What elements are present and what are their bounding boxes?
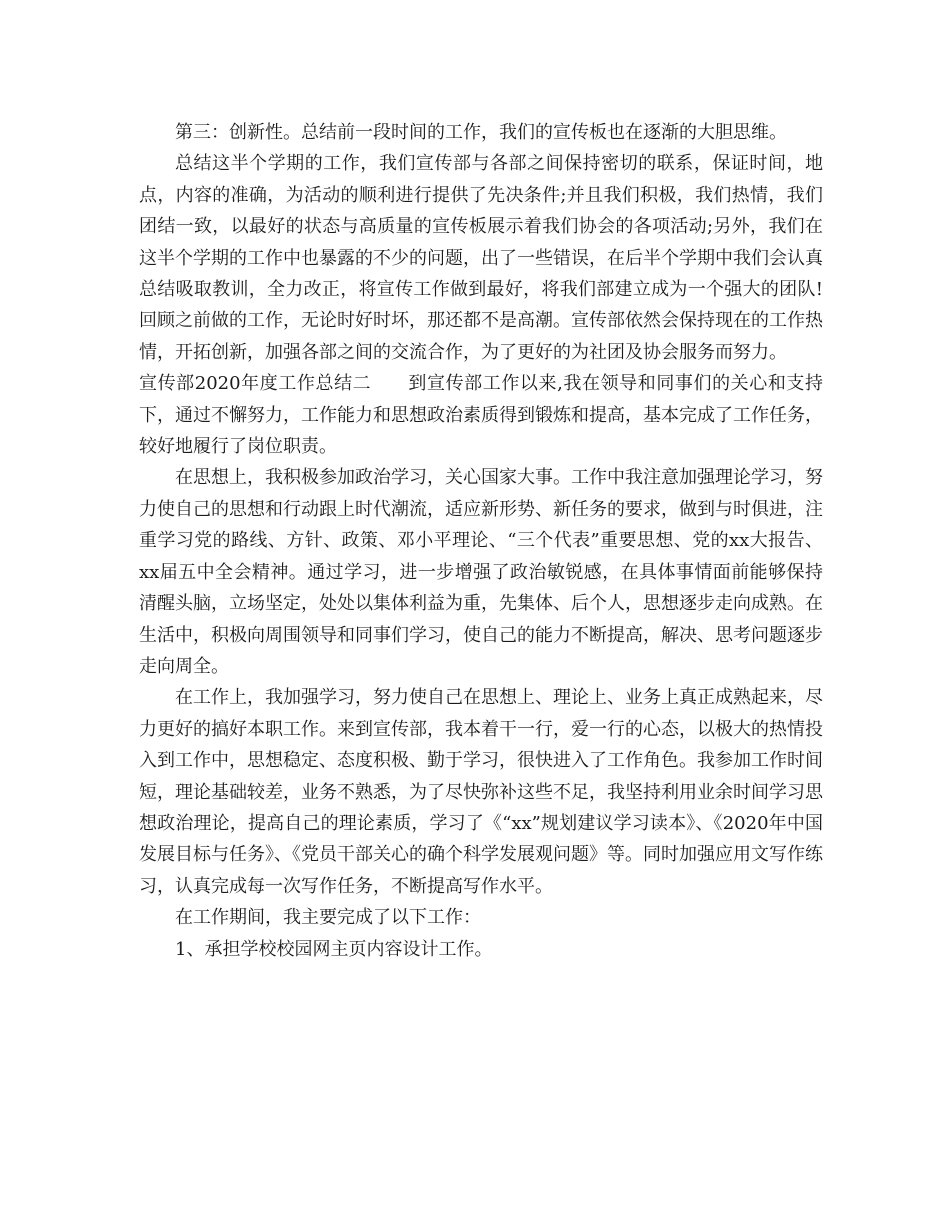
- paragraph-summary-two: 宣传部2020年度工作总结二 到宣传部工作以来,我在领导和同事们的关心和支持下，通过不懈努力，工作能力和思想政治素质得到锻炼和提高，基本完成了工作任务，较好地履行了岗位职责。: [139, 373, 823, 458]
- list-item: 1、承担学校校园网主页内容设计工作。: [175, 938, 493, 960]
- paragraph-ideology: 在思想上，我积极参加政治学习，关心国家大事。工作中我注意加强理论学习，努力使自己的思想和行动跟上时代潮流，适应新形势、新任务的要求，做到与时俱进，注重学习党的路线、方针、政策、邓小平理论、“三个代表”重要思想、党的xx大报告、xx届五中全会精神。通过学习，进一步增强了政治敏锐感，在具体事情面前能够保持清醒头脑，立场坚定，处处以集体利益为重，先集体、后个人，思想逐步走向成熟。在生活中，积极向周围领导和同事们学习，使自己的能力不断提高，解决、思考问题逐步走向周全。: [139, 467, 823, 677]
- paragraph-semester-summary: 总结这半个学期的工作，我们宣传部与各部之间保持密切的联系，保证时间，地点，内容的准确，为活动的顺利进行提供了先决条件;并且我们积极，我们热情，我们团结一致，以最好的状态与高质量的宣传板展示着我们协会的各项活动;另外，我们在这半个学期的工作中也暴露的不少的问题，出了一些错误，在后半个学期中我们会认真总结吸取教训，全力改正，将宣传工作做到最好，将我们部建立成为一个强大的团队!回顾之前做的工作，无论时好时坏，那还都不是高潮。宣传部依然会保持现在的工作热情，开拓创新，加强各部之间的交流合作，为了更好的为社团及协会服务而努力。: [139, 153, 823, 363]
- paragraph-work-completed: 在工作期间，我主要完成了以下工作：: [175, 907, 481, 929]
- paragraph-innovation: 第三：创新性。总结前一段时间的工作，我们的宣传板也在逐渐的大胆思维。: [175, 122, 787, 143]
- paragraph-work: 在工作上，我加强学习，努力使自己在思想上、理论上、业务上真正成熟起来，尽力更好的搞好本职工作。来到宣传部，我本着干一行，爱一行的心态，以极大的热情投入到工作中，思想稳定、态度积极、勤于学习，很快进入了工作角色。我参加工作时间短，理论基础较差，业务不熟悉，为了尽快弥补这些不足，我坚持利用业余时间学习思想政治理论，提高自己的理论素质，学习了《“xx”规划建议学习读本》、《2020年中国发展目标与任务》、《党员干部关心的确个科学发展观问题》等。同时加强应用文写作练习，认真完成每一次写作任务，不断提高写作水平。: [139, 687, 823, 897]
- document-body: [139, 117, 823, 965]
